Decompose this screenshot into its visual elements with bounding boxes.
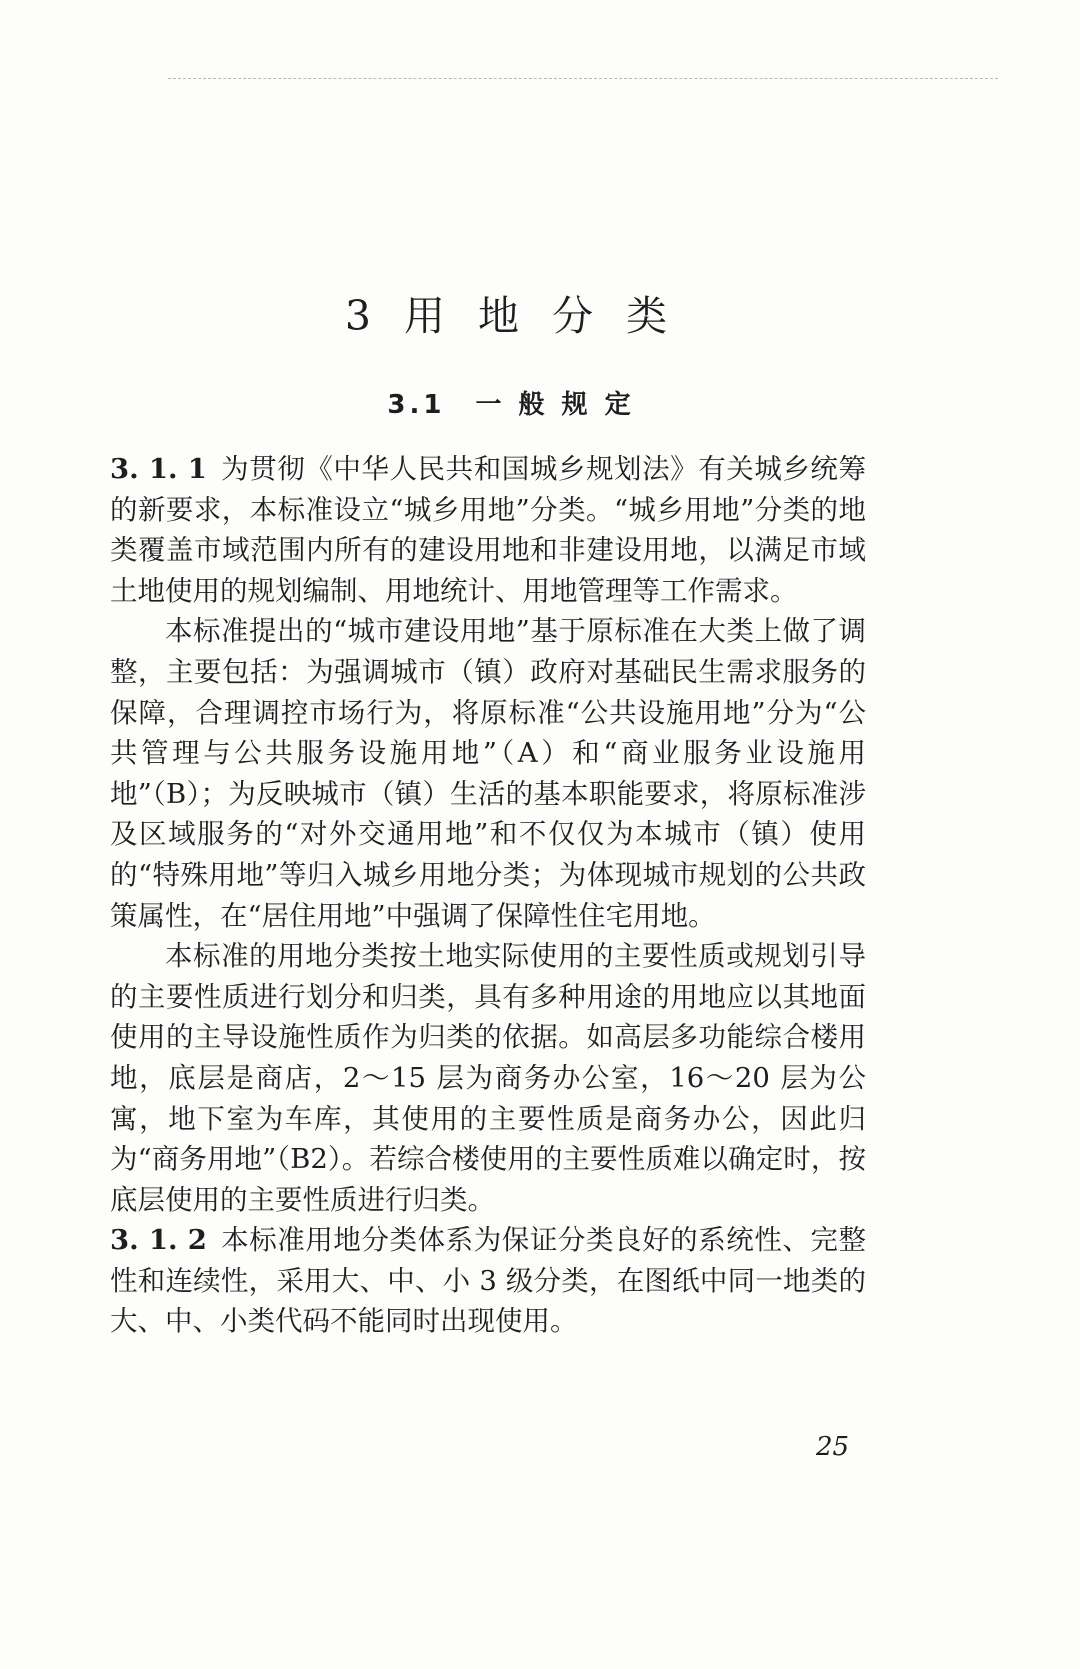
clause-number: 3. 1. 2 (110, 1224, 207, 1257)
section-title: 3.1 一 般 规 定 (387, 390, 635, 420)
body-text (110, 449, 866, 1342)
clause-text: 为贯彻《中华人民共和国城乡规划法》有关城乡统筹的新要求，本标准设立“城乡用地”分类。“城乡用地”分类的地类覆盖市域范围内所有的建设用地和非建设用地，以满足市域土地使用的规划编制、用地统计、用地管理等工作需求。 (110, 453, 866, 607)
clause-text: 本标准用地分类体系为保证分类良好的系统性、完整性和连续性，采用大、中、小 3 级分类，在图纸中同一地类的大、中、小类代码不能同时出现使用。 (110, 1224, 866, 1338)
page-number: 25 (816, 1432, 850, 1462)
header-rule (168, 78, 998, 79)
paragraph: 本标准的用地分类按土地实际使用的主要性质或规划引导的主要性质进行划分和归类，具有多种用途的用地应以其地面使用的主导设施性质作为归类的依据。如高层多功能综合楼用地，底层是商店，2～15 层为商务办公室，16～20 层为公寓，地下室为车库，其使用的主要性质是商务办公，因此归为“商务用地”（B2）。若综合楼使用的主要性质难以确定时，按底层使用的主要性质进行归类。 (110, 940, 866, 1216)
chapter-title: 3 用 地 分 类 (344, 292, 678, 340)
clause-3-1-1 (110, 449, 866, 611)
clause-number: 3. 1. 1 (110, 453, 207, 485)
paragraph: 本标准提出的“城市建设用地”基于原标准在大类上做了调整，主要包括：为强调城市（镇）政府对基础民生需求服务的保障，合理调控市场行为，将原标准“公共设施用地”分为“公共管理与公共服务设施用地”（A）和“商业服务业设施用地”（B）；为反映城市（镇）生活的基本职能要求，将原标准涉及区域服务的“对外交通用地”和不仅仅为本城市（镇）使用的“特殊用地”等归入城乡用地分类；为体现城市规划的公共政策属性，在“居住用地”中强调了保障性住宅用地。 (110, 615, 866, 932)
clause-3-1-2 (110, 1220, 866, 1342)
